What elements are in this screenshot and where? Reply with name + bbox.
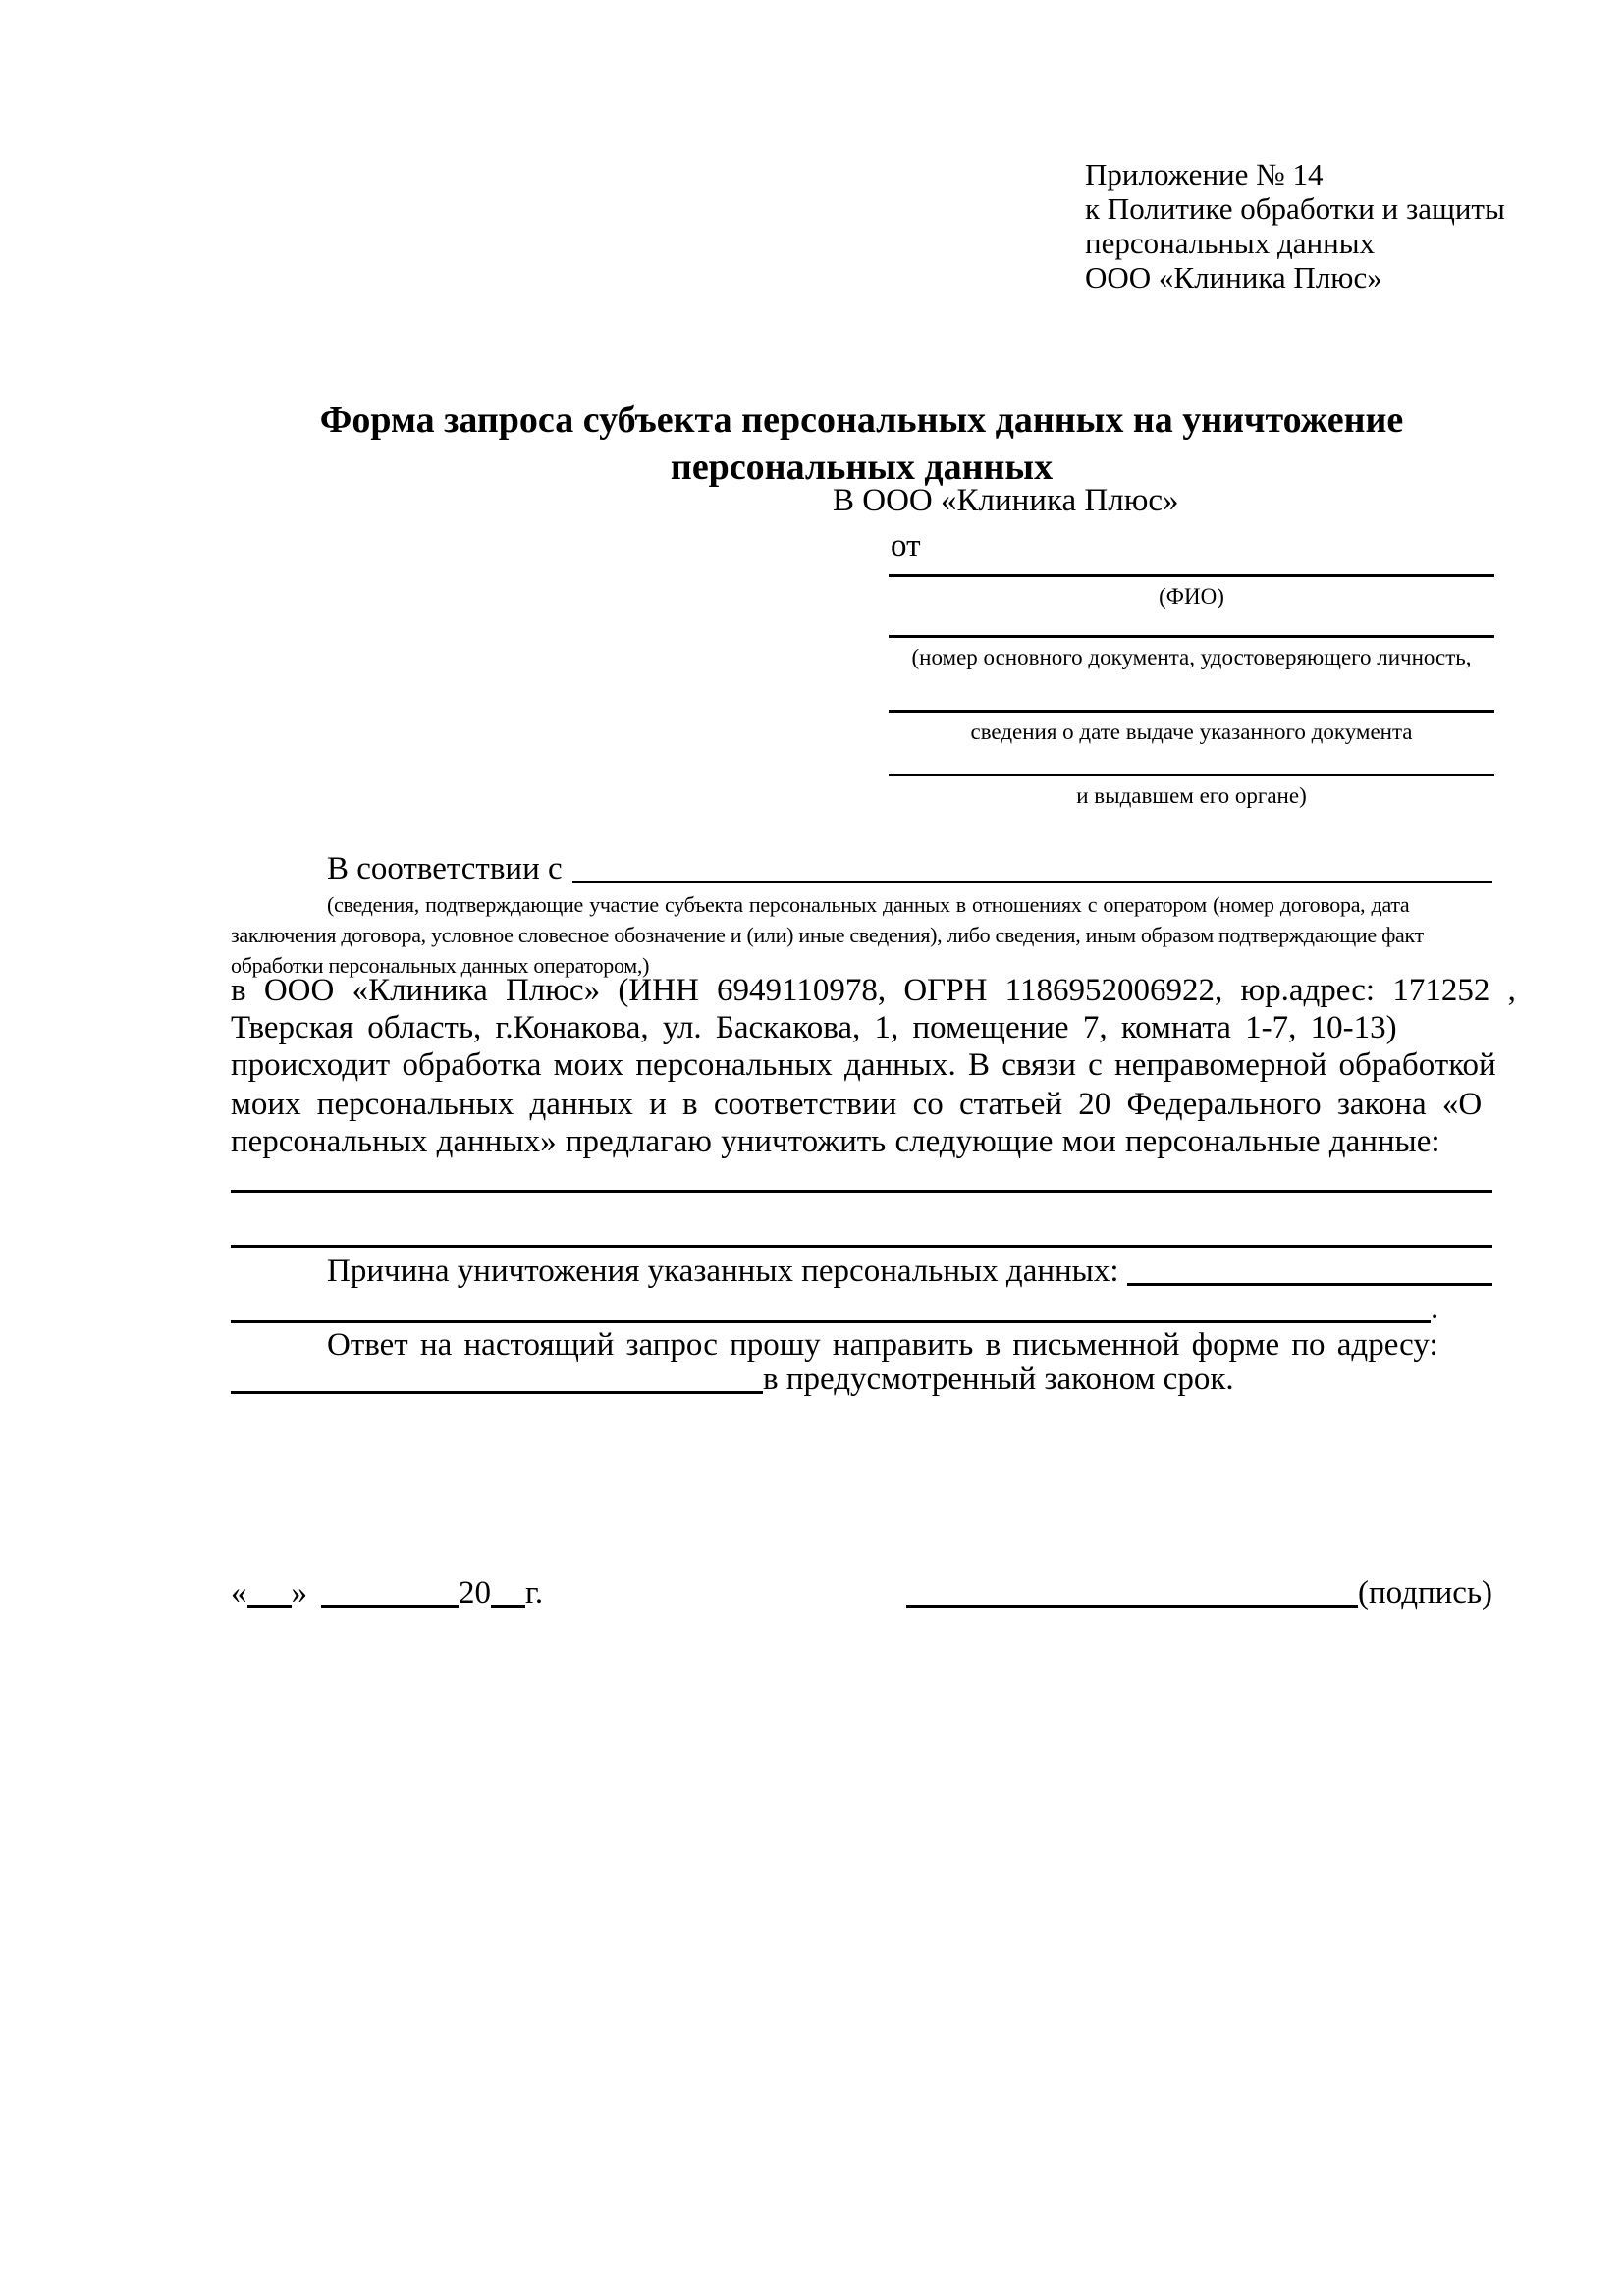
date-year-field-line[interactable] (491, 1605, 525, 1608)
accordance-note-line: обработки персональных данных оператором,) (231, 953, 650, 978)
response-address-row (231, 1361, 1492, 1398)
trailing-period: . (1431, 1291, 1439, 1326)
addressee-organization: В ООО «Клиника Плюс» (833, 483, 1179, 518)
response-term-text: в предусмотренный законом срок. (763, 1362, 1234, 1397)
destruction-reason-continuation-row (231, 1292, 1492, 1327)
body-paragraph-line: в ООО «Клиника Плюс» (ИНН 6949110978, ОГРН 1186952006922, юр.адрес: 171252 , (231, 973, 1516, 1008)
destruction-reason-label: Причина уничтожения указанных персональных данных: (327, 1254, 1119, 1289)
signature-field-line[interactable] (906, 1605, 1358, 1608)
document-title-line-2: персональных данных (670, 447, 1054, 488)
issue-date-field-line[interactable] (889, 710, 1494, 713)
document-title-line-1: Форма запроса субъекта персональных данных на уничтожение (319, 400, 1404, 441)
fio-field-label: (ФИО) (1159, 584, 1224, 609)
issuing-authority-field-label: и выдавшем его органе) (1076, 783, 1307, 808)
appendix-line: Приложение № 14 (1085, 157, 1324, 191)
document-number-field-label: (номер основного документа, удостоверяющего личность, (911, 645, 1472, 669)
signature-label: (подпись) (1358, 1575, 1492, 1611)
addressee-from-label: от (891, 528, 921, 563)
response-request-line: Ответ на настоящий запрос прошу направить в письменной форме по адресу: (327, 1327, 1438, 1362)
appendix-line: к Политике обработки и защиты (1085, 191, 1505, 226)
body-paragraph-line: Тверская область, г.Конакова, ул. Баскакова, 1, помещение 7, комната 1-7, 10-13) (231, 1010, 1397, 1045)
body-paragraph-line: персональных данных» предлагаю уничтожить следующие мои персональные данные: (231, 1124, 1440, 1159)
body-paragraph-line: моих персональных данных и в соответствии со статьей 20 Федерального закона «О (231, 1087, 1483, 1122)
fio-field-line[interactable] (889, 574, 1494, 577)
date-year-prefix: 20 (459, 1575, 491, 1611)
destruction-reason-field-line[interactable] (1127, 1283, 1492, 1286)
appendix-line: персональных данных (1085, 226, 1376, 260)
accordance-row (327, 850, 1492, 887)
appendix-header (1085, 157, 1505, 294)
date-quote-close: » (291, 1575, 307, 1611)
destruction-reason-row (327, 1255, 1492, 1290)
issuing-authority-field-line[interactable] (889, 774, 1494, 776)
accordance-note-line: заключения договора, условное словесное обозначение и (или) иные сведения), либо сведения, иным образом подтверждающие факт (231, 923, 1424, 947)
accordance-note-line: (сведения, подтверждающие участие субъекта персональных данных в отношениях с оператором (номер договора, дата (327, 892, 1410, 917)
date-year-suffix: г. (525, 1575, 544, 1611)
date-quote-open: « (231, 1575, 247, 1611)
accordance-field-line[interactable] (572, 881, 1492, 883)
destruction-reason-field-line-2[interactable] (231, 1320, 1431, 1323)
response-address-field-line[interactable] (231, 1391, 763, 1394)
data-to-destroy-field-line-2[interactable] (231, 1245, 1492, 1248)
data-to-destroy-field-line-1[interactable] (231, 1190, 1492, 1193)
date-signature-row (231, 1573, 1492, 1612)
accordance-lead-text: В соответствии с (327, 851, 563, 886)
document-number-field-line[interactable] (889, 635, 1494, 638)
date-day-field-line[interactable] (247, 1605, 292, 1608)
issue-date-field-label: сведения о дате выдаче указанного документа (970, 720, 1413, 744)
date-month-field-line[interactable] (321, 1605, 459, 1608)
body-paragraph-line: происходит обработка моих персональных данных. В связи с неправомерной обработкой (231, 1047, 1496, 1083)
appendix-line: ООО «Клиника Плюс» (1085, 260, 1382, 294)
